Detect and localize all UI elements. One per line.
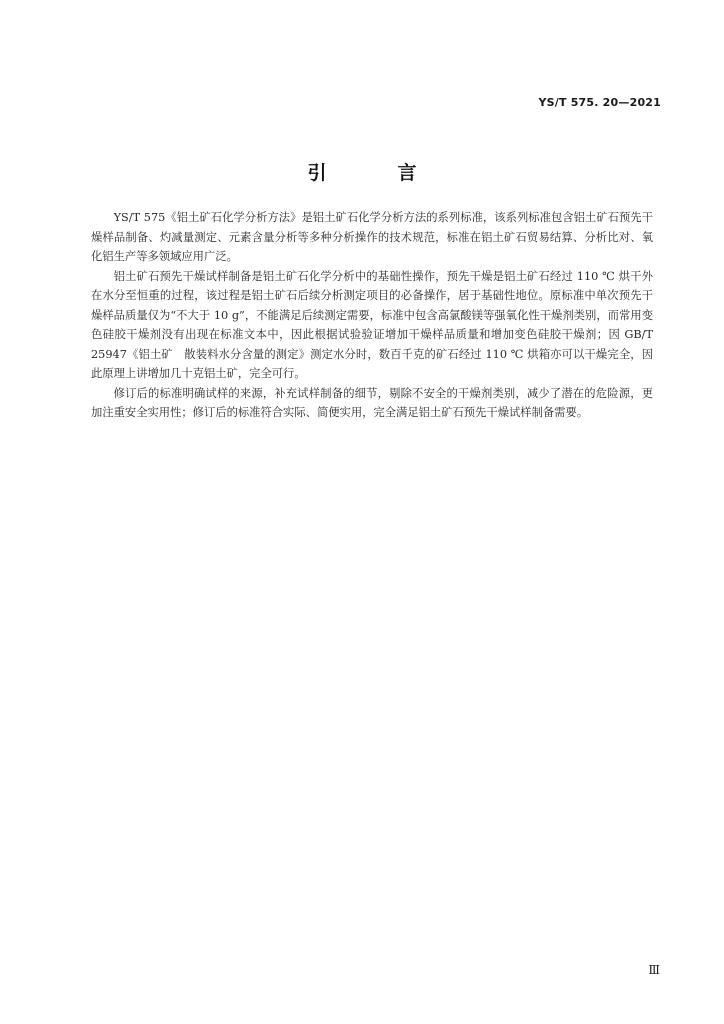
standard-number: YS/T 575. 20—2021	[538, 96, 661, 109]
paragraph: 铝土矿石预先干燥试样制备是铝土矿石化学分析中的基础性操作，预先干燥是铝土矿石经过 110 ℃ 烘干外在水分至恒重的过程，该过程是铝土矿石后续分析测定项目的必备操作，居于基础性地位。原标准中单次预先干燥样品质量仅为“不大于 10 g”，不能满足后续测定需要，标准中包含高氯酸镁等强氧化性干燥剂类别，而常用变色硅胶干燥剂没有出现在标准文本中，因此根据试验验证增加干燥样品质量和增加变色硅胶干燥剂；因 GB/T 25947《铝土矿 散装料水分含量的测定》测定水分时，数百千克的矿石经过 110 ℃ 烘箱亦可以干燥完全，因此原理上讲增加几十克铝土矿，完全可行。	[91, 269, 653, 380]
page-number: Ⅲ	[648, 963, 660, 977]
page-title: 引 言	[307, 162, 443, 184]
paragraph: 修订后的标准明确试样的来源，补充试样制备的细节，剔除不安全的干燥剂类别，减少了潜在的危险源，更加注重安全实用性；修订后的标准符合实际、简便实用，完全满足铝土矿石预先干燥试样制备需要。	[91, 386, 653, 419]
paragraph: YS/T 575《铝土矿石化学分析方法》是铝土矿石化学分析方法的系列标准，该系列标准包含铝土矿石预先干燥样品制备、灼减量测定、元素含量分析等多种分析操作的技术规范，标准在铝土矿石贸易结算、分析比对、氧化铝生产等多领域应用广泛。	[91, 211, 653, 263]
body-text	[91, 208, 653, 423]
